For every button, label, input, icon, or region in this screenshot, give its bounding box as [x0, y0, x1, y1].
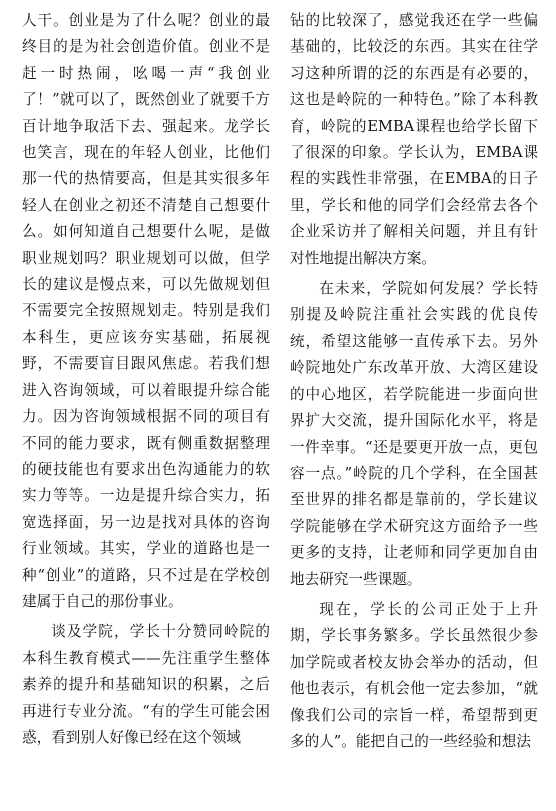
right-paragraph-3: 现在，学长的公司正处于上升期，学长事务繁多。学长虽然很少参加学院或者校友协会举办的活动，但他也表示，有机会他一定去参加，“就像我们公司的宗旨一样，希望帮到更多的人”。能把自己的一些经验和想法: [290, 600, 538, 750]
right-paragraph-2: 在未来，学院如何发展？学长特别提及岭院注重社会实践的优良传统，希望这能够一直传承下去。另外岭院地处广东改革开放、大湾区建设的中心地区，若学院能进一步面向世界扩大交流，提升国际化水平，将是一件幸事。“还是要更开放一点，更包容一点。”岭院的几个学科，在全国甚至世界的排名都是靠前的，学长建议学院能够在学术研究这方面给予一些更多的支持，让老师和同学更加自由地去研究一些课题。: [290, 280, 538, 588]
left-paragraph-1: 人干。创业是为了什么呢？创业的最终目的是为社会创造价值。创业不是赶一时热闹，吆喝一声“我创业了！”就可以了，既然创业了就要千方百计地争取活下去、强起来。龙学长也笑言，现在的年轻人创业，比他们那一代的热情要高，但是其实很多年轻人在创业之初还不清楚自己想要什么。如何知道自己想要什么呢，是做职业规划吗？职业规划可以做，但学长的建议是慢点来，可以先做规划但不需要完全按照规划走。特别是我们本科生，更应该夯实基础，拓展视野，不需要盲目跟风焦虑。若我们想进入咨询领域，可以着眼提升综合能力。因为咨询领域根据不同的项目有不同的能力要求，既有侧重数据整理的硬技能也有要求出色沟通能力的软实力等等。一边是提升综合实力，拓宽选择面，另一边是找对具体的咨询行业领域。其实，学业的道路也是一种“创业”的道路，只不过是在学校创建属于自己的那份事业。: [22, 12, 270, 610]
left-column: [22, 8, 270, 808]
right-column: [290, 8, 538, 808]
left-paragraph-2: 谈及学院，学长十分赞同岭院的本科生教育模式——先注重学生整体素养的提升和基础知识的积累，之后再进行专业分流。“有的学生可能会困惑，看到别人好像已经在这个领域: [22, 623, 270, 746]
right-paragraph-1: 钻的比较深了，感觉我还在学一些偏基础的，比较泛的东西。其实在往学习这种所谓的泛的东西是有必要的，这也是岭院的一种特色。”除了本科教育，岭院的EMBA课程也给学长留下了很深的印象。学长认为，EMBA课程的实践性非常强，在EMBA的日子里，学长和他的同学们会经常去各个企业采访并了解相关问题，并且有针对性地提出解决方案。: [290, 12, 538, 267]
